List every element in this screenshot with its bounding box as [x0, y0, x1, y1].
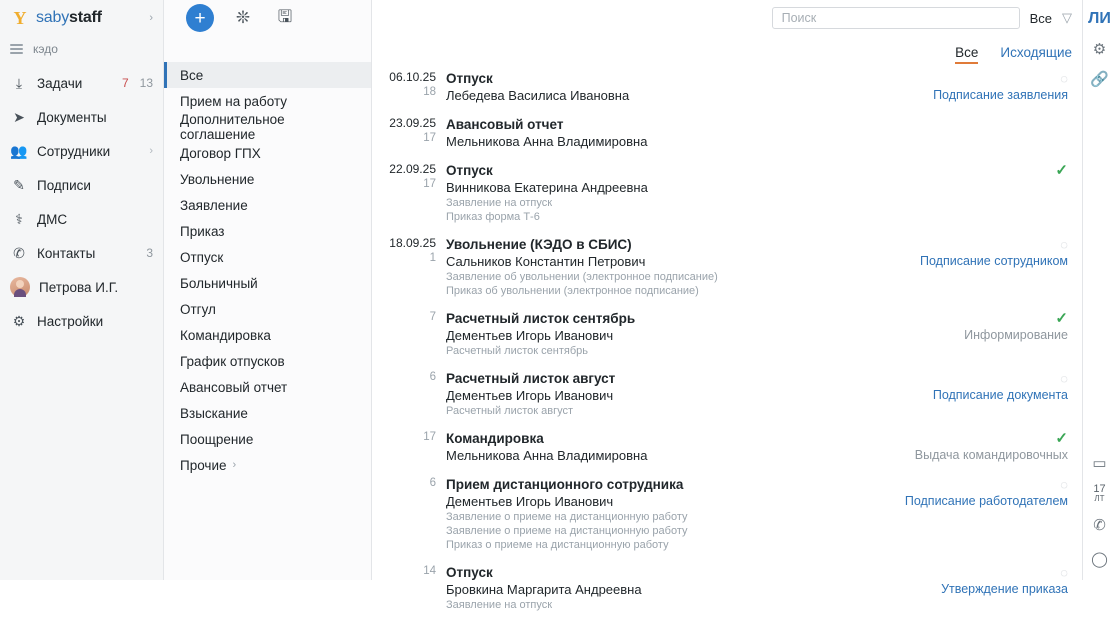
filter-item-vacation-schedule[interactable]	[164, 348, 371, 374]
row-status-column	[838, 476, 1068, 552]
sidebar-item-label: Задачи	[37, 75, 83, 91]
row-title: Авансовый отчет	[446, 117, 564, 132]
row-document: Расчетный листок сентябрь	[446, 345, 588, 357]
row-document: Заявление об увольнении (электронное подписание)	[446, 271, 718, 283]
note-icon[interactable]: ▭	[1092, 455, 1107, 472]
contacts-badge: 3	[146, 246, 153, 260]
status-clock-icon: ◌	[1060, 237, 1068, 252]
phone-icon[interactable]: ✆	[1093, 517, 1106, 534]
filter-item-additional-agreement[interactable]	[164, 114, 371, 140]
row-number: 17	[423, 431, 436, 443]
filter-item-label: Отгул	[180, 301, 216, 317]
rail-top-group	[1087, 0, 1113, 92]
status-badge[interactable]: Подписание работодателем	[904, 494, 1068, 508]
filter-item-application[interactable]	[164, 192, 371, 218]
right-rail	[1082, 0, 1116, 580]
filter-item-vacation[interactable]	[164, 244, 371, 270]
filter-item-label: Прочие	[180, 457, 227, 473]
filter-item-label: Договор ГПХ	[180, 145, 261, 161]
search-field[interactable]	[780, 10, 1012, 26]
pen-icon: ✎	[13, 177, 25, 193]
sidebar-item-label: Петрова И.Г.	[39, 279, 119, 295]
row-date-column	[380, 310, 438, 358]
row-title: Прием дистанционного сотрудника	[446, 477, 684, 492]
status-check-icon: ✓	[1055, 310, 1068, 327]
row-date-column	[380, 564, 438, 612]
tab-bar	[955, 36, 1072, 64]
chevron-right-icon[interactable]: ›	[232, 459, 237, 471]
filter-item-penalty[interactable]	[164, 400, 371, 426]
row-status-column	[838, 564, 1068, 612]
status-clock-icon: ◌	[1060, 71, 1068, 86]
row-body	[446, 70, 830, 104]
row-body	[446, 476, 830, 552]
row-number: 18	[423, 86, 436, 98]
chevron-right-icon[interactable]: ›	[149, 145, 153, 157]
row-date: 22.09.25	[389, 162, 436, 176]
funnel-icon[interactable]: ▽	[1062, 10, 1072, 25]
row-document: Заявление на отпуск	[446, 197, 553, 209]
row-document: Заявление о приеме на дистанционную работу	[446, 525, 688, 537]
sidebar-item-label: Документы	[37, 109, 107, 125]
sidebar-item-signatures[interactable]	[0, 168, 163, 202]
sidebar-item-settings[interactable]	[0, 304, 163, 338]
avatar	[10, 277, 30, 297]
sidebar-item-label: Сотрудники	[37, 143, 111, 159]
row-status-column	[838, 236, 1068, 298]
filter-item-label: Взыскание	[180, 405, 248, 421]
brand-part1: saby	[36, 9, 69, 26]
row-status-column	[838, 162, 1068, 224]
row-title: Командировка	[446, 431, 544, 446]
sidebar-item-label: Настройки	[37, 313, 104, 329]
row-person: Дементьев Игорь Иванович	[446, 388, 614, 403]
filter-item-label: Заявление	[180, 197, 248, 213]
sidebar-item-employees[interactable]	[0, 134, 163, 168]
tab-outgoing[interactable]: Исходящие	[1000, 45, 1072, 60]
kedo-row[interactable]	[0, 36, 163, 62]
people-icon: 👥	[10, 143, 28, 159]
filter-item-gph-contract[interactable]	[164, 140, 371, 166]
gear-icon: ⚙	[12, 313, 26, 329]
row-date-column	[380, 70, 438, 104]
row-date: 23.09.25	[389, 116, 436, 130]
row-date-column	[380, 430, 438, 464]
download-icon: ⤓	[15, 75, 23, 91]
filter-item-label: Командировка	[180, 327, 271, 343]
row-number: 17	[423, 132, 436, 144]
filter-item-label: Дополнительное соглашение	[180, 112, 285, 142]
filter-list	[164, 0, 372, 580]
row-document: Заявление на отпуск	[446, 599, 553, 611]
row-person: Мельникова Анна Владимировна	[446, 134, 648, 149]
rail-bottom-group	[1087, 450, 1113, 580]
status-check-icon: ✓	[1055, 430, 1068, 447]
sidebar-item-contacts[interactable]	[0, 236, 163, 270]
status-badge: Выдача командировочных	[914, 448, 1068, 462]
row-status-column	[838, 116, 1068, 150]
status-badge: Информирование	[964, 328, 1068, 342]
tasks-badge-urgent: 7	[121, 76, 129, 90]
add-button[interactable]: +	[186, 4, 214, 32]
filter-item-label: Отпуск	[180, 249, 224, 265]
status-clock-icon: ◌	[1060, 477, 1068, 492]
row-date-column	[380, 162, 438, 224]
search-area	[772, 7, 1072, 29]
row-title: Отпуск	[446, 71, 493, 86]
link-icon[interactable]: 🔗	[1090, 71, 1109, 88]
calendar-month: ЛТ	[1094, 494, 1105, 503]
table-row[interactable]	[372, 470, 1082, 558]
table-row[interactable]	[372, 230, 1082, 304]
sidebar-nav	[0, 66, 163, 338]
chevron-right-icon[interactable]: ›	[149, 12, 153, 24]
filter-item-reward[interactable]	[164, 426, 371, 452]
row-document: Приказ об увольнении (электронное подписание)	[446, 285, 699, 297]
row-person: Лебедева Василиса Ивановна	[446, 88, 630, 103]
row-number: 7	[429, 311, 436, 323]
row-person: Сальников Константин Петрович	[446, 254, 646, 269]
sidebar	[0, 0, 164, 580]
filter-item-advance-report[interactable]	[164, 374, 371, 400]
saby-logo-icon: Y	[13, 7, 27, 28]
filter-item-label: Больничный	[180, 275, 258, 291]
row-status-column	[838, 310, 1068, 358]
filter-item-hiring[interactable]	[164, 88, 371, 114]
tab-all[interactable]: Все	[955, 45, 978, 64]
table-row[interactable]	[372, 424, 1082, 470]
row-title: Отпуск	[446, 565, 493, 580]
status-badge[interactable]: Утверждение приказа	[941, 582, 1068, 596]
row-body	[446, 370, 830, 418]
filter-item-label: Авансовый отчет	[180, 379, 288, 395]
table-row[interactable]	[372, 64, 1082, 110]
status-badge[interactable]: Подписание документа	[932, 388, 1068, 402]
row-number: 1	[429, 252, 436, 264]
status-badge[interactable]: Подписание сотрудником	[920, 254, 1068, 268]
row-date-column	[380, 116, 438, 150]
phone-icon: ✆	[13, 245, 25, 261]
filter-scope-label[interactable]: Все	[1029, 10, 1052, 26]
row-number: 14	[423, 565, 436, 577]
tasks-badge-total: 13	[139, 76, 153, 90]
filter-item-sick-leave[interactable]	[164, 270, 371, 296]
sidebar-item-documents[interactable]	[0, 100, 163, 134]
row-body	[446, 162, 830, 224]
table-row[interactable]	[372, 110, 1082, 156]
filter-item-label: Поощрение	[180, 431, 254, 447]
toolbar	[0, 0, 1082, 36]
calendar-icon[interactable]	[1089, 484, 1111, 504]
row-body	[446, 236, 830, 298]
filter-item-label: Все	[180, 67, 204, 83]
row-document: Приказ о приеме на дистанционную работу	[446, 539, 669, 551]
row-person: Бровкина Маргарита Андреевна	[446, 582, 642, 597]
save-icon[interactable]: 🖫	[277, 6, 293, 26]
sidebar-item-profile[interactable]	[0, 270, 163, 304]
table-row[interactable]	[372, 558, 1082, 618]
chat-icon[interactable]: ◯	[1091, 551, 1108, 568]
sidebar-item-label: ДМС	[37, 211, 68, 227]
row-document: Заявление о приеме на дистанционную работу	[446, 511, 688, 523]
row-document: Расчетный листок август	[446, 405, 574, 417]
status-clock-icon: ◌	[1060, 371, 1068, 386]
sidebar-item-label: Контакты	[37, 245, 96, 261]
row-date-column	[380, 370, 438, 418]
row-person: Мельникова Анна Владимировна	[446, 448, 648, 463]
row-body	[446, 116, 830, 150]
row-number: 6	[429, 477, 436, 489]
filter-item-dismissal[interactable]	[164, 166, 371, 192]
row-number: 17	[423, 178, 436, 190]
row-person: Дементьев Игорь Иванович	[446, 328, 614, 343]
snowflake-icon[interactable]: ❊	[235, 8, 251, 27]
row-body	[446, 430, 830, 464]
filter-item-label: Увольнение	[180, 171, 255, 187]
sidebar-item-label: Подписи	[37, 177, 91, 193]
row-title: Расчетный листок август	[446, 371, 616, 386]
filter-item-label: Прием на работу	[180, 93, 288, 109]
umbrella-icon: ⚕	[15, 211, 23, 227]
table-row[interactable]	[372, 304, 1082, 364]
row-date: 06.10.25	[389, 70, 436, 84]
table-row[interactable]	[372, 156, 1082, 230]
row-status-column	[838, 430, 1068, 464]
row-body	[446, 564, 830, 612]
brand-part2: staff	[69, 9, 102, 26]
document-list	[372, 64, 1082, 611]
filter-item-label: Приказ	[180, 223, 225, 239]
row-title: Расчетный листок сентябрь	[446, 311, 636, 326]
row-person: Винникова Екатерина Андреевна	[446, 180, 648, 195]
kedo-label: кэдо	[33, 42, 58, 56]
filter-item-other[interactable]	[164, 452, 371, 478]
search-input[interactable]	[772, 7, 1020, 29]
status-check-icon: ✓	[1055, 162, 1068, 179]
filter-item-business-trip[interactable]	[164, 322, 371, 348]
row-title: Увольнение (КЭДО в СБИС)	[446, 237, 632, 252]
status-badge[interactable]: Подписание заявления	[933, 88, 1068, 102]
row-date-column	[380, 236, 438, 298]
status-clock-icon: ◌	[1060, 565, 1068, 580]
filter-item-time-off[interactable]	[164, 296, 371, 322]
filter-item-order[interactable]	[164, 218, 371, 244]
row-date: 18.09.25	[389, 236, 436, 250]
row-title: Отпуск	[446, 163, 493, 178]
row-document: Приказ форма Т-6	[446, 211, 540, 223]
row-date-column	[380, 476, 438, 552]
row-body	[446, 310, 830, 358]
rail-logo[interactable]: ЛИ	[1088, 10, 1111, 27]
send-icon: ➤	[13, 109, 25, 125]
row-person: Дементьев Игорь Иванович	[446, 494, 614, 509]
sidebar-item-dms[interactable]	[0, 202, 163, 236]
row-status-column	[838, 70, 1068, 104]
sidebar-item-tasks[interactable]	[0, 66, 163, 100]
row-number: 6	[429, 371, 436, 383]
row-status-column	[838, 370, 1068, 418]
calendar-day: 17	[1093, 483, 1106, 495]
gear-icon[interactable]: ⚙	[1092, 41, 1107, 58]
filter-item-label: График отпусков	[180, 353, 285, 369]
table-row[interactable]	[372, 364, 1082, 424]
menu-icon[interactable]	[10, 42, 23, 57]
filter-item-all[interactable]	[164, 62, 371, 88]
